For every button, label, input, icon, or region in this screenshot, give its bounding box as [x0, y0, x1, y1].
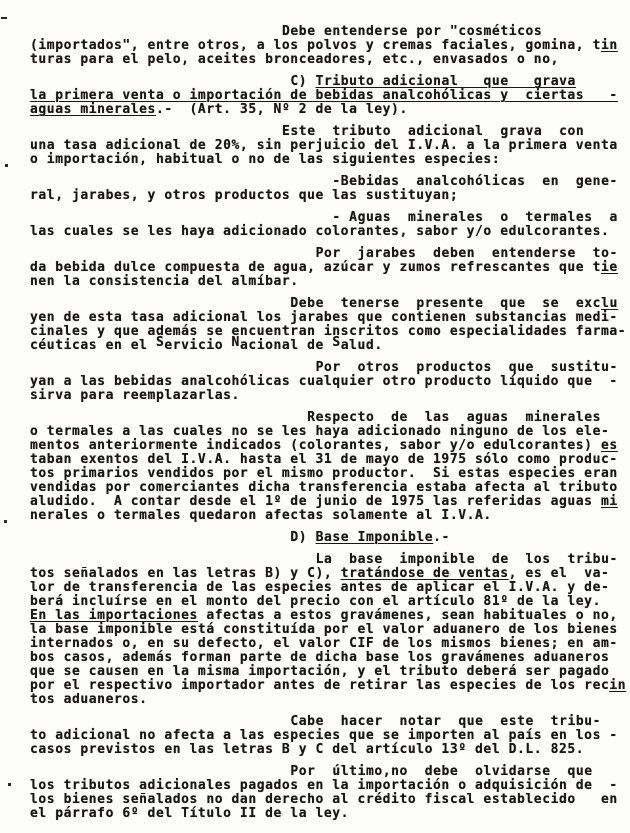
text-segment: mentos anteriormente indicados (colorantes, sabor y/o edulcorantes) [30, 438, 601, 453]
text-line [30, 335, 630, 353]
text-segment: , es el va- [508, 566, 610, 581]
text-segment: internados o, en su defecto, el valor CIF de los mismos bienes; en am- [30, 636, 618, 651]
text-line [332, 211, 630, 225]
text-line [30, 595, 630, 609]
paragraph [30, 361, 630, 403]
text-line [290, 531, 630, 545]
text-line [30, 103, 630, 117]
text-segment: una tasa adicional de 20%, sin perjuicio del I.V.A. a la primera venta [30, 138, 618, 153]
text-segment: .- (Art. 35, Nº 2 de la ley). [155, 102, 408, 117]
scan-speck [8, 783, 11, 786]
text-line [30, 39, 630, 53]
text-segment: vendidas por comerciantes dicha transferencia estaba afecta al tributo [30, 480, 618, 495]
text-line [30, 375, 630, 389]
text-line [290, 715, 630, 729]
text-line [282, 125, 630, 139]
text-line [290, 75, 630, 89]
paragraph [30, 211, 630, 239]
text-segment: (importados", entre otros, a los polvos y cremas faciales, gomina, t [30, 38, 601, 53]
text-segment: los tributos adicionales pagados en la importación o adquisición de - [30, 778, 618, 793]
text-segment: nerales o termales quedaron afectas solamente al I.V.A. [30, 508, 492, 523]
underlined-text: aguas minerales [30, 102, 156, 117]
text-segment: Debe tenerse presente que se exc [290, 296, 602, 311]
underlined-text: En las importaciones [30, 608, 198, 623]
text-segment: da bebida dulce compuesta de agua, azúcar y zumos refrescantes que t [30, 260, 601, 275]
text-segment: N [231, 335, 240, 350]
text-segment: Cabe hacer notar que este tribu- [290, 714, 602, 729]
paragraph [30, 553, 630, 707]
text-line [30, 453, 630, 467]
text-line [316, 361, 630, 375]
text-segment: .- [433, 530, 450, 545]
text-segment: to adicional no afecta a las especies que se importen al país en los - [30, 728, 618, 743]
text-line [30, 467, 630, 481]
text-line [30, 481, 630, 495]
text-line [30, 581, 630, 595]
text-line [30, 139, 630, 153]
text-segment: turas para el pelo, aceites bronceadores, etc., envasados o no, [30, 52, 559, 67]
text-segment: sirva para reemplazarlas. [30, 388, 240, 403]
underlined-text: es [600, 438, 618, 453]
text-line [30, 779, 630, 793]
underlined-text: Base Imponible [315, 530, 434, 545]
text-segment: aludido. A contar desde el 1º de junio de 1975 las referidas aguas [30, 494, 601, 509]
text-segment: Por jarabes deben entenderse to- [315, 246, 618, 261]
paragraph [30, 175, 630, 203]
text-segment: tos aduaneros. [30, 692, 148, 707]
text-segment: casos previstos en las letras B y C del artículo 13º del D.L. 825. [30, 742, 585, 757]
text-segment: que se causen en la misma importación, y el tributo deberá ser pagado [30, 664, 610, 679]
underlined-text: in [600, 38, 618, 53]
underlined-text: in [609, 678, 627, 693]
text-line [30, 509, 630, 523]
scan-speck [4, 520, 7, 523]
text-segment: ral, jarabes, y otros productos que las sustituyan; [30, 188, 459, 203]
text-segment: cinales y que además se encuentran inscritos como especialidades farma- [30, 324, 627, 339]
text-segment: los bienes señalados no dan derecho al crédito fiscal establecido en [30, 792, 618, 807]
text-line [30, 311, 630, 325]
paragraph [30, 715, 630, 757]
text-line [30, 665, 630, 679]
text-segment: lor de transferencia de las especies antes de aplicar el I.V.A. y de- [30, 580, 610, 595]
text-line [30, 651, 630, 665]
paragraph [30, 297, 630, 353]
text-segment: S [332, 335, 341, 350]
text-segment: alud. [340, 338, 383, 353]
text-line [332, 175, 630, 189]
text-line [316, 553, 630, 567]
text-line [30, 637, 630, 651]
text-segment: tos primarios vendidos por el mismo productor. Si estas especies eran [30, 466, 618, 481]
text-line [316, 247, 630, 261]
text-segment: Respecto de las aguas minerales [307, 410, 602, 425]
text-segment: La base imponible de los tribu- [315, 552, 618, 567]
scan-speck [1, 17, 7, 19]
text-segment: el párrafo 6º del Título II de la ley. [30, 806, 350, 821]
text-line [30, 275, 630, 289]
text-segment: por el respectivo importador antes de retirar las especies de los rec [30, 678, 610, 693]
text-segment: la base imponible está constituída por el valor aduanero de los bienes [30, 622, 618, 637]
text-segment: S [155, 335, 165, 350]
text-segment: nen la consistencia del almíbar. [30, 274, 299, 289]
paragraph [30, 411, 630, 523]
text-line [30, 189, 630, 203]
text-line [30, 729, 630, 743]
text-segment: taban exentos del I.V.A. hasta el 31 de mayo de 1975 sólo como produc- [30, 452, 618, 467]
text-segment: Este tributo adicional grava con [282, 124, 585, 139]
underlined-text: lu [601, 296, 618, 311]
text-segment: yen de esta tasa adicional los jarabes que contienen substancias medi- [30, 310, 618, 325]
text-line [30, 389, 630, 403]
text-line [30, 53, 630, 67]
text-line [307, 411, 630, 425]
text-line [30, 609, 630, 623]
text-line [30, 425, 630, 439]
paragraph [30, 247, 630, 289]
section-heading [30, 531, 630, 545]
text-line [30, 89, 630, 103]
underlined-text: ie [600, 260, 618, 275]
text-line [30, 439, 630, 453]
text-segment: Por otros productos que sustitu- [315, 360, 618, 375]
text-segment: - Aguas minerales o termales a [332, 210, 618, 225]
text-line [290, 765, 630, 779]
text-segment: berá incluírse en el monto del precio con el artículo 81º de la ley. [30, 594, 601, 609]
text-segment: tos señalados en las letras B) y C), [30, 566, 341, 581]
text-segment: ervicio [164, 338, 232, 353]
text-segment: bos casos, además forman parte de dicha base los gravámenes aduaneros [30, 650, 610, 665]
paragraph [30, 25, 630, 67]
text-segment: o termales a las cuales no se les haya adicionado ninguno de los ele- [30, 424, 610, 439]
text-line [30, 693, 630, 707]
text-segment: C) [290, 74, 316, 89]
text-line [30, 567, 630, 581]
text-line [30, 495, 630, 509]
underlined-text: mi [600, 494, 618, 509]
section-heading [30, 75, 630, 117]
text-segment: Debe entenderse por "cosméticos [282, 24, 543, 39]
text-line [30, 325, 630, 339]
text-line [30, 153, 630, 167]
text-segment: afectas a estos gravámenes, sean habituales o no, [197, 608, 618, 623]
text-line [30, 679, 630, 693]
underlined-text: tratándose de ventas [340, 566, 509, 581]
text-line [30, 793, 630, 807]
text-segment: yan a las bebidas analcohólicas cualquier otro producto líquido que - [30, 374, 618, 389]
text-segment: D) [290, 530, 316, 545]
text-line [30, 261, 630, 275]
text-line [30, 807, 630, 821]
text-line [30, 225, 630, 239]
text-line [290, 297, 630, 311]
underlined-text: Tributo adicional que grava [315, 74, 576, 89]
text-line [30, 743, 630, 757]
scan-speck [5, 164, 8, 167]
paragraph [30, 765, 630, 821]
text-segment: acional de [239, 338, 333, 353]
text-line [282, 25, 630, 39]
text-line [30, 623, 630, 637]
text-segment: -Bebidas analcohólicas en gene- [332, 174, 618, 189]
text-segment: o importación, habitual o no de las siguientes especies: [30, 152, 501, 167]
paragraph [30, 125, 630, 167]
underlined-text: la primera venta o importación de bebidas analcohólicas y ciertas - [30, 88, 618, 103]
text-segment: céuticas en el [30, 338, 156, 353]
text-segment: Por último,no debe olvidarse que [290, 764, 593, 779]
text-segment: las cuales se les haya adicionado colorantes, sabor y/o edulcorantes. [30, 224, 610, 239]
